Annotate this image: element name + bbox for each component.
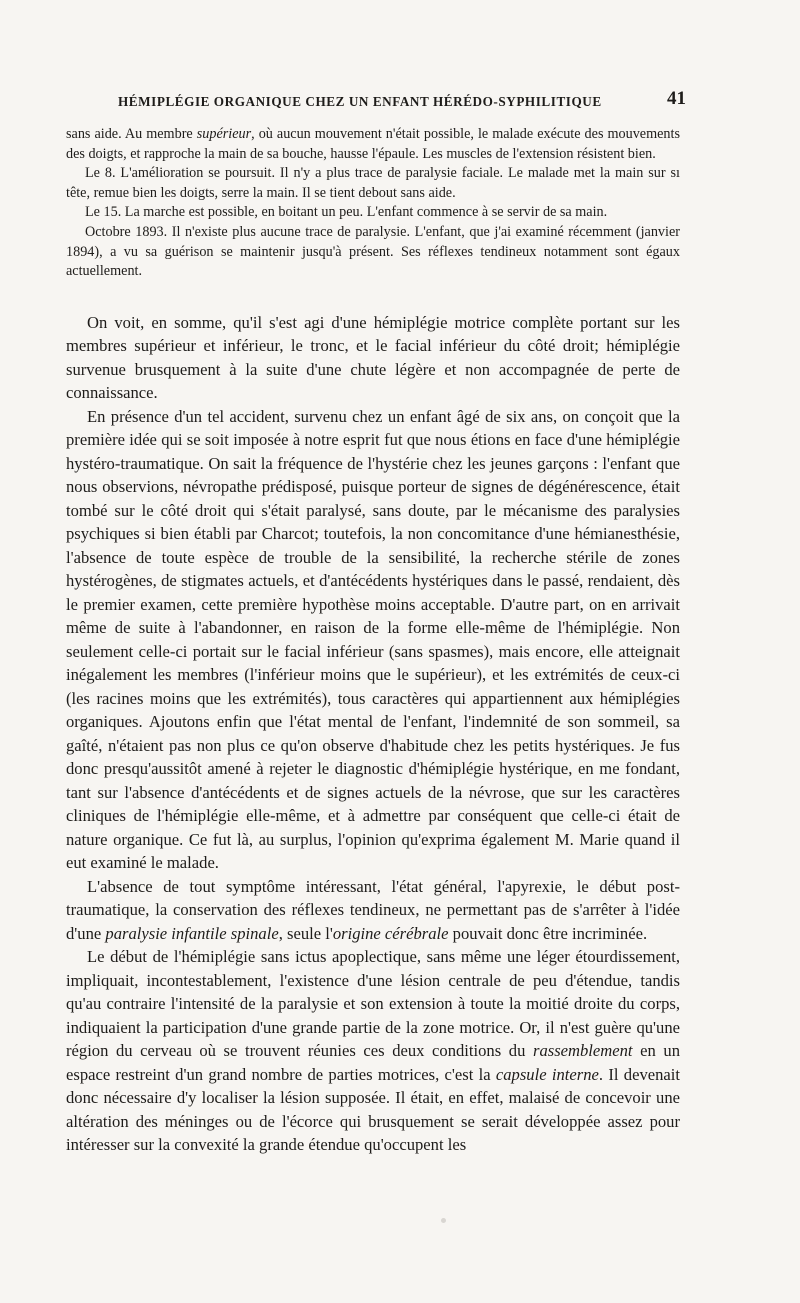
emphasis: rassemblement bbox=[532, 1041, 633, 1061]
emphasis: supérieur bbox=[196, 126, 252, 142]
main-text bbox=[66, 311, 680, 1157]
note-paragraph: Le 8. L'amélioration se poursuit. Il n'y a plus trace de paralysie faciale. Le malade met la main sur sı tête, remue bien les doigts, serre la main. Il se tient debout sans aide. bbox=[66, 165, 680, 201]
emphasis: capsule interne bbox=[495, 1064, 599, 1084]
case-notes bbox=[66, 125, 680, 282]
body-paragraph: Le début de l'hémiplégie sans ictus apoplectique, sans même une léger étourdissement, impliquait, incontestablement, l'existence d'une lésion centrale de peu d'étendue, tandis qu'au contraire l'intensité de la paralysie et son extension à toute la moitié droite du corps, indiquaient la participation d'une grande partie de la zone motrice. Or, il n'est guère qu'une région du cerveau où se trouvent réunies ces deux conditions du rassemblement en un espace restreint d'un grand nombre de parties motrices, c'est la capsule interne. Il devenait donc nécessaire d'y localiser la lésion supposée. Il était, en effet, malaisé de concevoir une altération des méninges ou de l'écorce qui brusquement se serait développée assez pour intéresser sur la convexité la grande étendue qu'occupent les bbox=[66, 947, 680, 1155]
document-page bbox=[66, 88, 686, 1157]
note-paragraph: sans aide. Au membre supérieur, où aucun mouvement n'était possible, le malade exécute des mouvements des doigts, et rapproche la main de sa bouche, hausse l'épaule. Les muscles de l'extension résistent bien. bbox=[66, 126, 680, 162]
note-paragraph: Octobre 1893. Il n'existe plus aucune trace de paralysie. L'enfant, que j'ai examiné récemment (janvier 1894), a vu sa guérison se maintenir jusqu'à présent. Ses réflexes tendineux notamment sont égaux actuellement. bbox=[66, 223, 680, 280]
page-number: 41 bbox=[667, 88, 686, 109]
paper-speck bbox=[441, 1218, 446, 1223]
running-title: HÉMIPLÉGIE ORGANIQUE CHEZ UN ENFANT HÉRÉDO-SYPHILITIQUE bbox=[118, 94, 602, 109]
body-paragraph: L'absence de tout symptôme intéressant, l'état général, l'apyrexie, le début post-traumatique, la conservation des réflexes tendineux, ne permettant pas de s'arrêter à l'idée d'une paralysie infantile spinale, seule l'origine cérébrale pouvait donc être incriminée. bbox=[66, 876, 680, 943]
body-paragraph: On voit, en somme, qu'il s'est agi d'une hémiplégie motrice complète portant sur les membres supérieur et inférieur, le tronc, et le facial inférieur du côté droit; hémiplégie survenue brusquement à la suite d'une chute légère et non accompagnée de perte de connaissance. bbox=[66, 312, 680, 403]
note-paragraph: Le 15. La marche est possible, en boitant un peu. L'enfant commence à se servir de sa main. bbox=[85, 204, 608, 221]
body-paragraph: En présence d'un tel accident, survenu chez un enfant âgé de six ans, on conçoit que la première idée qui se soit imposée à notre esprit fut que nous étions en face d'une hémiplégie hystéro-traumatique. On sait la fréquence de l'hystérie chez les jeunes garçons : l'enfant que nous observions, névropathe prédisposé, puisque porteur de signes de dégénérescence, était tombé sur le côté droit qui s'était paralysé, sans doute, par le mécanisme des paralysies psychiques si bien établi par Charcot; toutefois, la non concomitance d'une hémianesthésie, l'absence de toute espèce de trouble de la sensibilité, la recherche stérile de zones hystérogènes, de stigmates actuels, et d'antécédents hystériques dans le passé, rendaient, dès le premier examen, cette première hypothèse moins acceptable. D'autre part, on en arrivait même de suite à l'abandonner, en raison de la forme elle-même de l'hémiplégie. Non seulement celle-ci portait sur le facial inférieur (sans spasmes), mais encore, elle atteignait inégalement les membres (l'inférieur moins que le supérieur), et les extrémités de ceux-ci (les racines moins que les extrémités), tous caractères qui appartiennent aux hémiplégies organiques. Ajoutons enfin que l'état mental de l'enfant, l'indemnité de son sommeil, sa gaîté, n'étaient pas non plus ce qu'on observe d'habitude chez les petits hystériques. Je fus donc presqu'aussitôt amené à rejeter le diagnostic d'hémiplégie hystérique, en me fondant, tant sur l'absence d'antécédents et de signes actuels de la névrose, que sur les caractères cliniques de l'hémiplégie elle-même, et à admettre par conséquent que celle-ci était de nature organique. Ce fut là, au surplus, l'opinion qu'exprima également M. Marie quand il eut examiné le malade. bbox=[66, 406, 680, 873]
emphasis: origine cérébrale bbox=[332, 923, 449, 943]
emphasis: paralysie infantile spinale bbox=[105, 923, 279, 943]
running-header bbox=[66, 88, 686, 116]
